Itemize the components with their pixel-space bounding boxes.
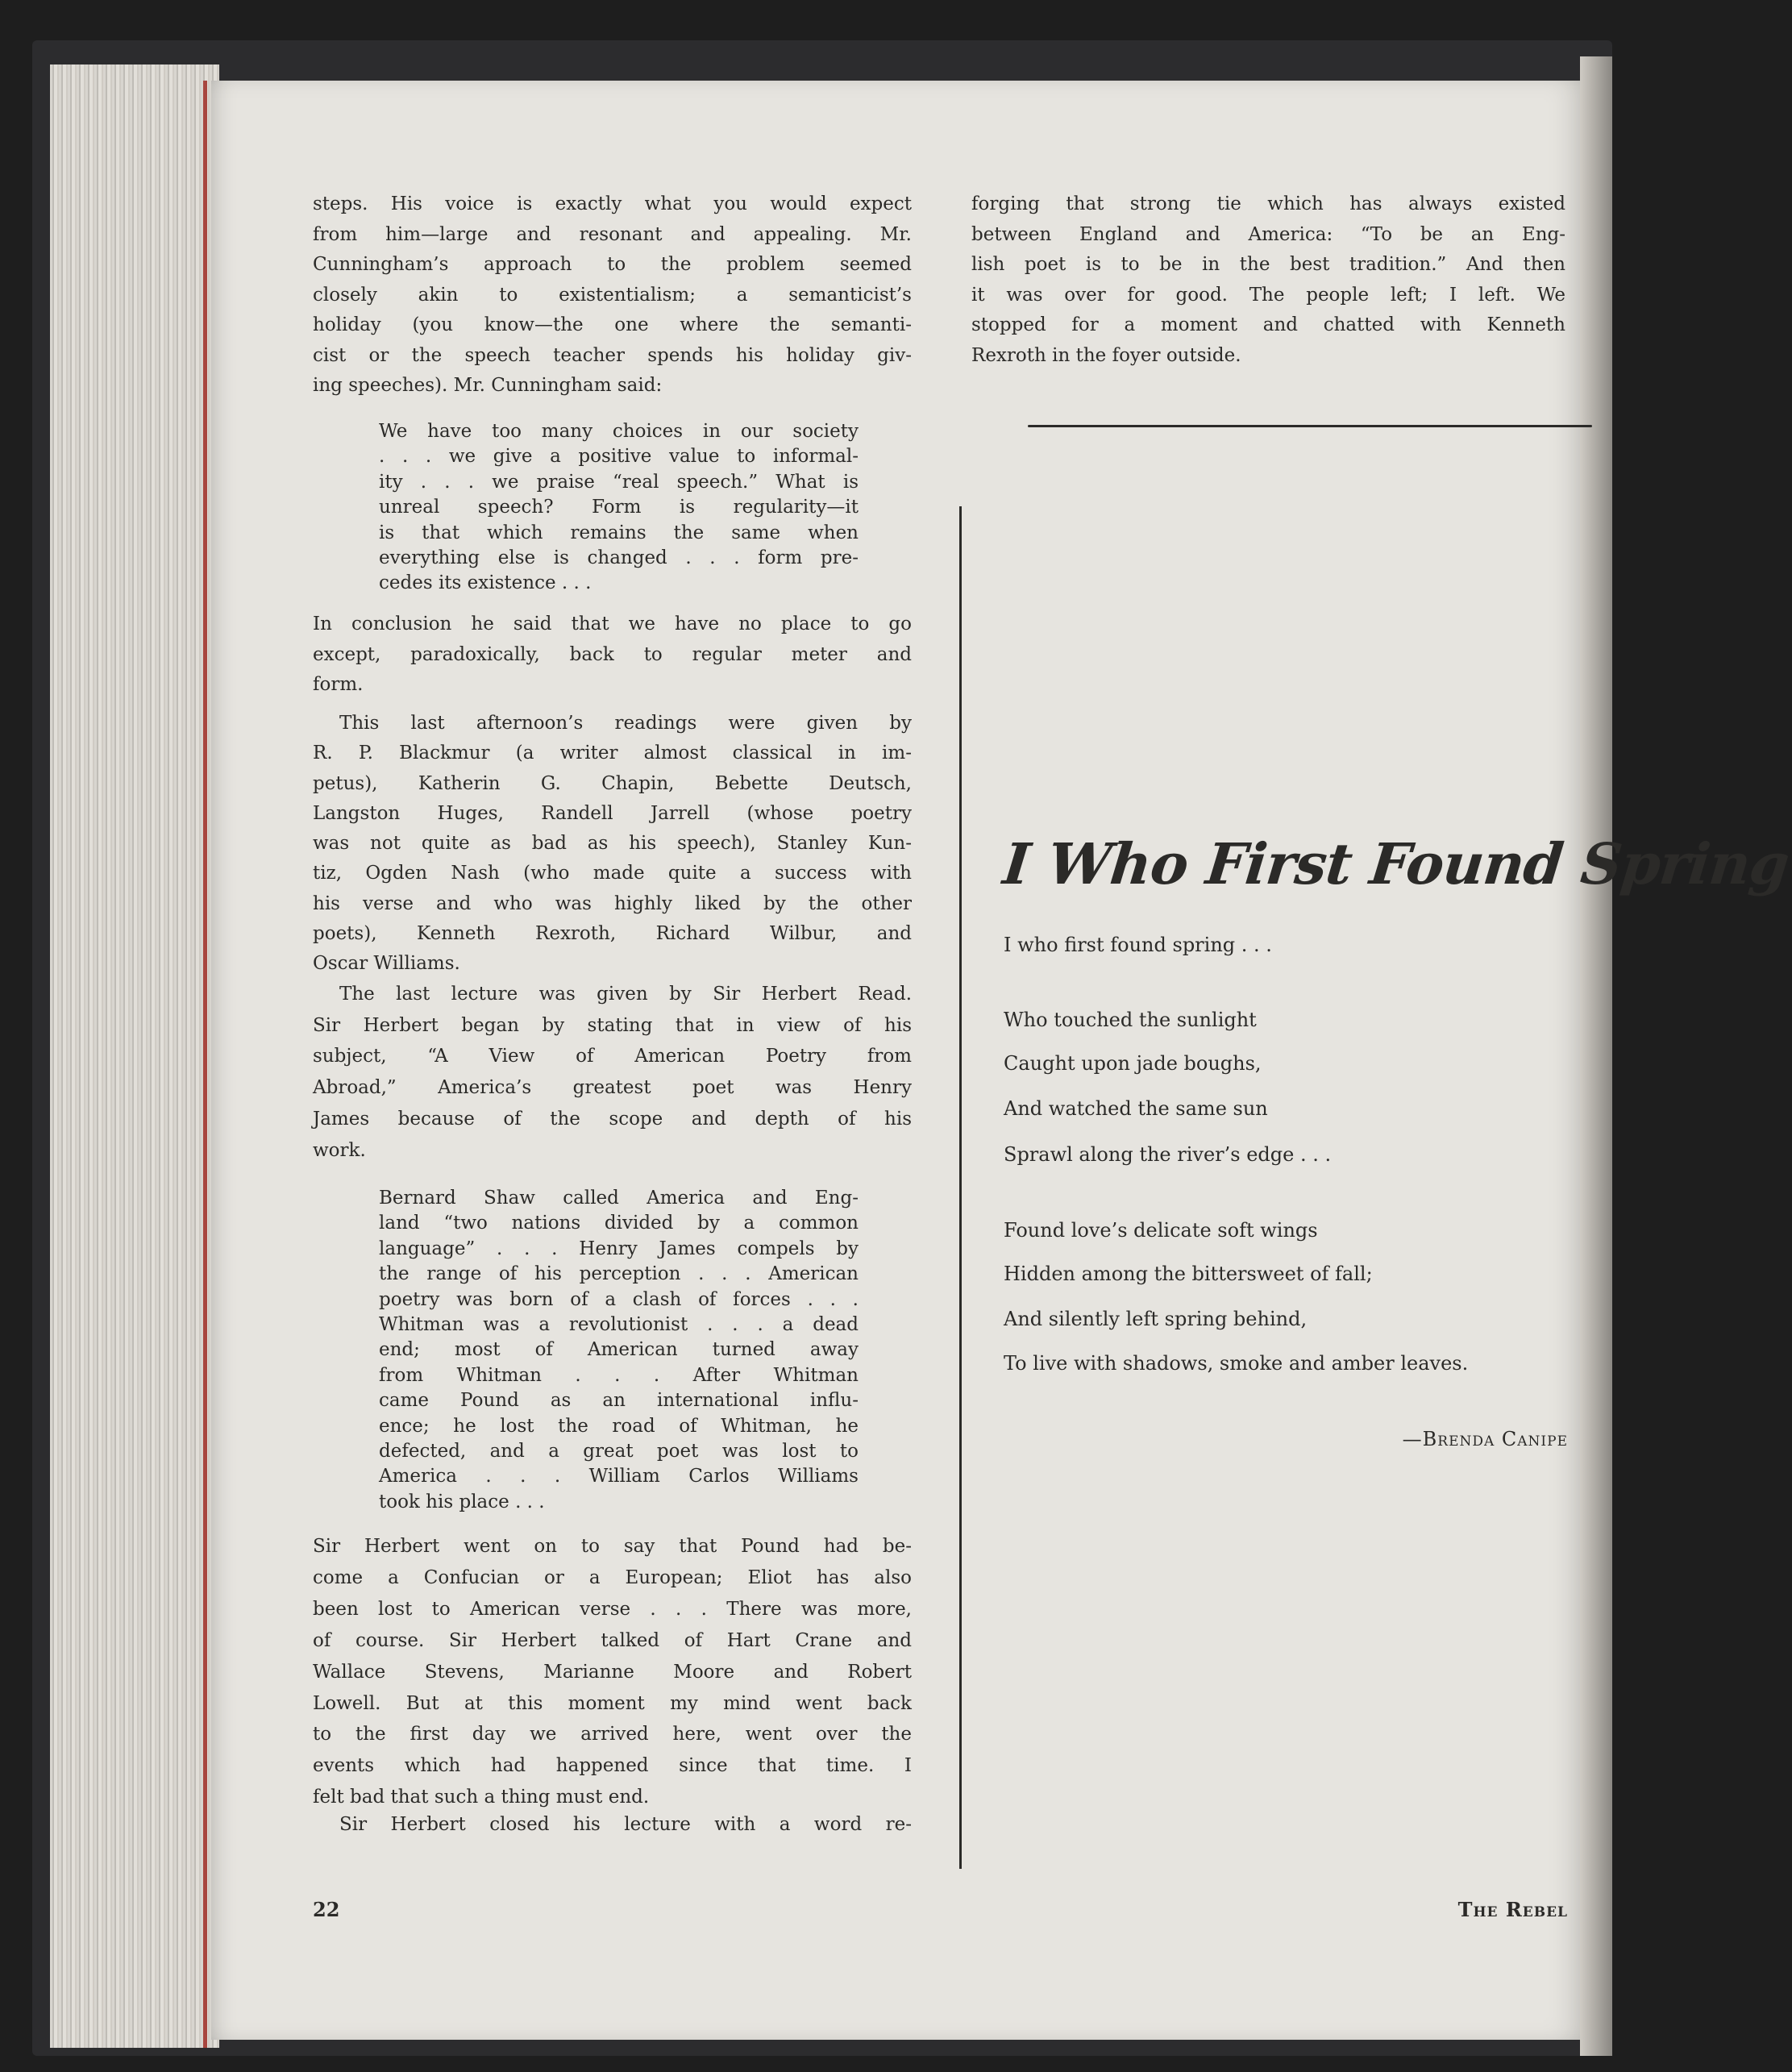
paragraph xyxy=(313,709,912,980)
paragraph xyxy=(313,979,912,1166)
text-line: Whitman was a revolutionist . . . a dead xyxy=(379,1314,859,1336)
text-line: tiz, Ogden Nash (who made quite a success with xyxy=(313,863,912,884)
text-line: cedes its existence . . . xyxy=(379,572,592,594)
text-line: been lost to American verse . . . There was more, xyxy=(313,1598,912,1620)
text-line: ing speeches). Mr. Cunningham said: xyxy=(313,375,663,396)
text-line: James because of the scope and depth of his xyxy=(313,1108,912,1130)
paragraph xyxy=(313,610,912,701)
poem-line: And silently left spring behind, xyxy=(1004,1308,1308,1330)
text-line: subject, “A View of American Poetry from xyxy=(313,1046,912,1067)
poem-line: Found love’s delicate soft wings xyxy=(1004,1219,1318,1242)
text-line: Cunningham’s approach to the problem seemed xyxy=(313,254,912,275)
text-line: cist or the speech teacher spends his holiday giv- xyxy=(313,344,912,366)
text-line: Oscar Williams. xyxy=(313,953,460,975)
text-line: between England and America: “To be an Eng- xyxy=(971,223,1565,245)
block-quote xyxy=(379,1186,859,1515)
text-line: holiday (you know—the one where the semanti- xyxy=(313,314,912,335)
text-line: Bernard Shaw called America and Eng- xyxy=(379,1188,859,1209)
column-rule xyxy=(959,506,962,1869)
text-line: poets), Kenneth Rexroth, Richard Wilbur, and xyxy=(313,923,912,945)
text-line: . . . we give a positive value to informal- xyxy=(379,446,859,468)
paragraph xyxy=(971,189,1565,371)
poem-line: I who first found spring . . . xyxy=(1004,934,1272,956)
paragraph xyxy=(313,1531,912,1813)
text-line: his verse and who was highly liked by the other xyxy=(313,892,912,914)
text-line: language” . . . Henry James compels by xyxy=(379,1238,859,1259)
text-line: came Pound as an international influ- xyxy=(379,1390,859,1412)
text-line: Sir Herbert closed his lecture with a word re- xyxy=(339,1814,912,1835)
text-line: Wallace Stevens, Marianne Moore and Robert xyxy=(313,1661,912,1683)
text-line: poetry was born of a clash of forces . . . xyxy=(379,1288,859,1310)
text-line: lish poet is to be in the best tradition.” And then xyxy=(971,254,1565,275)
poem-line: Hidden among the bittersweet of fall; xyxy=(1004,1263,1373,1285)
text-line: forging that strong tie which has always existed xyxy=(971,193,1565,214)
text-line: Abroad,” America’s greatest poet was Henry xyxy=(313,1077,912,1099)
section-divider xyxy=(1028,425,1592,427)
page-number: 22 xyxy=(313,1898,340,1921)
text-line: ity . . . we praise “real speech.” What is xyxy=(379,471,859,493)
text-line: work. xyxy=(313,1139,366,1161)
text-line: Langston Huges, Randell Jarrell (whose poetry xyxy=(313,802,912,824)
poem-author: —Brenda Canipe xyxy=(1402,1428,1568,1450)
text-line: took his place . . . xyxy=(379,1491,545,1512)
poem-line: And watched the same sun xyxy=(1004,1097,1268,1120)
text-line: Rexroth in the foyer outside. xyxy=(971,344,1241,366)
text-line: end; most of American turned away xyxy=(379,1339,859,1361)
text-line: Sir Herbert went on to say that Pound had be- xyxy=(313,1536,912,1557)
text-line: except, paradoxically, back to regular meter and xyxy=(313,643,912,665)
text-line: was not quite as bad as his speech), Stanley Kun- xyxy=(313,833,912,855)
right-page-edge xyxy=(1580,56,1612,2056)
text-line: stopped for a moment and chatted with Kenneth xyxy=(971,314,1565,335)
text-line: The last lecture was given by Sir Herbert Read. xyxy=(339,984,912,1005)
poem-line: Sprawl along the river’s edge . . . xyxy=(1004,1143,1332,1166)
text-line: In conclusion he said that we have no place to go xyxy=(313,614,912,634)
text-line: from Whitman . . . After Whitman xyxy=(379,1364,859,1386)
text-line: defected, and a great poet was lost to xyxy=(379,1441,859,1462)
poem-line: To live with shadows, smoke and amber leaves. xyxy=(1004,1352,1469,1375)
text-line: the range of his perception . . . American xyxy=(379,1263,859,1285)
page-stack xyxy=(50,64,219,2048)
text-line: from him—large and resonant and appealing. Mr. xyxy=(313,223,912,245)
poem-line: Who touched the sunlight xyxy=(1004,1009,1257,1031)
paragraph xyxy=(313,1809,912,1841)
paragraph xyxy=(313,189,912,402)
text-line: America . . . William Carlos Williams xyxy=(379,1466,859,1487)
text-line: closely akin to existentialism; a semanticist’s xyxy=(313,284,912,306)
text-line: We have too many choices in our society xyxy=(379,421,859,442)
block-quote xyxy=(379,419,859,597)
text-line: everything else is changed . . . form pre- xyxy=(379,547,859,569)
text-line: felt bad that such a thing must end. xyxy=(313,1787,650,1808)
publication-name: The Rebel xyxy=(1457,1898,1568,1921)
text-line: This last afternoon’s readings were given by xyxy=(339,713,912,734)
text-line: of course. Sir Herbert talked of Hart Crane and xyxy=(313,1629,912,1651)
text-line: land “two nations divided by a common xyxy=(379,1213,859,1234)
text-line: to the first day we arrived here, went over the xyxy=(313,1724,912,1745)
text-line: come a Confucian or a European; Eliot has also xyxy=(313,1566,912,1588)
text-line: Sir Herbert began by stating that in view of his xyxy=(313,1014,912,1036)
text-line: events which had happened since that time. I xyxy=(313,1755,912,1777)
text-line: R. P. Blackmur (a writer almost classical in im- xyxy=(313,743,912,764)
text-line: petus), Katherin G. Chapin, Bebette Deutsch, xyxy=(313,772,912,794)
text-line: it was over for good. The people left; I left. We xyxy=(971,284,1565,306)
poem-line: Caught upon jade boughs, xyxy=(1004,1052,1262,1075)
text-line: unreal speech? Form is regularity—it xyxy=(379,497,859,518)
text-line: form. xyxy=(313,674,364,695)
page-edge-red xyxy=(203,81,207,2048)
poem-title: I Who First Found Spring xyxy=(1000,830,1792,897)
text-line: steps. His voice is exactly what you would expect xyxy=(313,193,912,214)
text-line: ence; he lost the road of Whitman, he xyxy=(379,1415,859,1437)
text-line: Lowell. But at this moment my mind went back xyxy=(313,1692,912,1714)
text-line: is that which remains the same when xyxy=(379,522,859,543)
